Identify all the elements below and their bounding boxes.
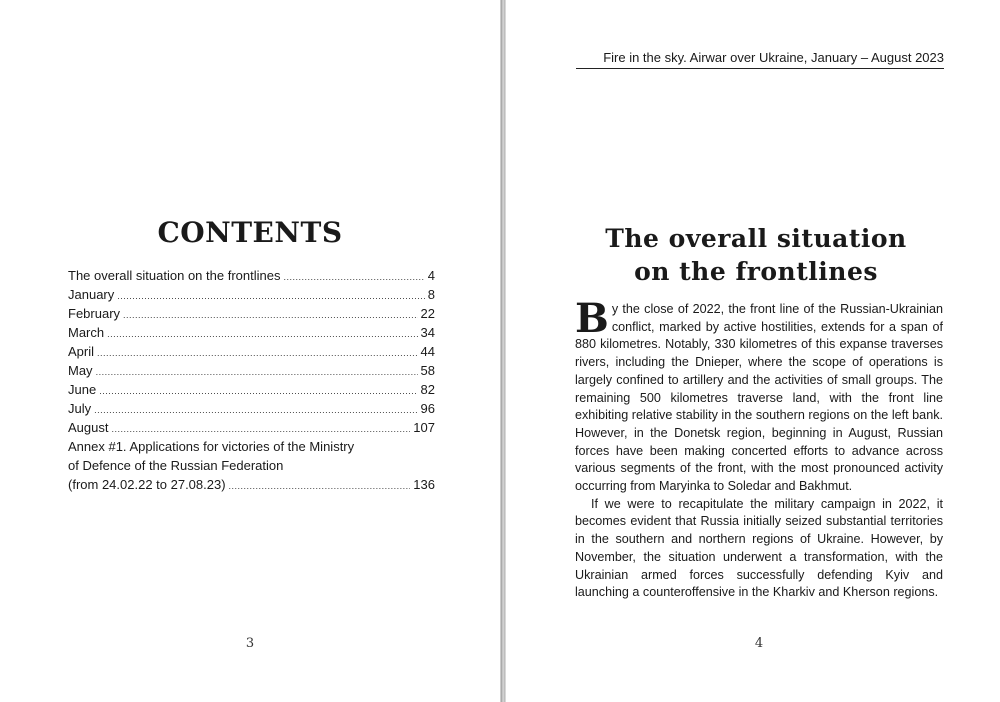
toc-leader-dots [99, 382, 417, 401]
toc-entry-label: February [68, 306, 121, 321]
toc-entry-page: 8 [427, 287, 435, 302]
toc-leader-dots [283, 268, 424, 287]
toc-annex-entry[interactable] [68, 475, 435, 494]
toc-entry[interactable] [68, 323, 435, 342]
page-number-left: 3 [245, 636, 255, 651]
toc-entry-label: April [68, 344, 95, 359]
toc-entry[interactable] [68, 285, 435, 304]
toc-annex-line3: (from 24.02.22 to 27.08.23) [68, 477, 226, 492]
toc-entry-page: 4 [427, 268, 435, 283]
toc-annex-line2[interactable]: of Defence of the Russian Federation [68, 458, 284, 473]
toc-entry-label: May [68, 363, 93, 378]
drop-cap: B [575, 295, 609, 342]
paragraph-1 [575, 295, 943, 496]
contents-title: CONTENTS [157, 216, 343, 249]
chapter-title-line1: The overall situation [605, 224, 907, 253]
toc-leader-dots [94, 401, 417, 420]
chapter-body [575, 295, 943, 602]
toc-entry-page: 96 [420, 401, 435, 416]
toc-entry-label: March [68, 325, 105, 340]
toc-entry-page: 82 [420, 382, 435, 397]
toc-entry-page: 44 [420, 344, 435, 359]
chapter-title [566, 222, 946, 288]
chapter-title-line2: on the frontlines [634, 257, 878, 286]
toc-entry-label: June [68, 382, 97, 397]
toc-annex-line1[interactable]: Annex #1. Applications for victories of the Ministry [68, 439, 355, 454]
toc-entry[interactable] [68, 266, 435, 285]
paragraph-2: If we were to recapitulate the military campaign in 2022, it becomes evident that Russia initially seized substantial territories in the southern and northern regions of Ukraine. However, by November, the situation underwent a transformation, with the Ukrainian armed forces successfully defending Kyiv and launching a counteroffensive in the Kharkiv and Kherson regions. [575, 496, 943, 600]
toc-leader-dots [117, 287, 425, 306]
paragraph-1-text: y the close of 2022, the front line of the Russian-Ukrainian conflict, marked by active hostilities, extends for a span of 880 kilometres. Notably, 330 kilometres of this expanse traverses rivers, including the Dnieper, where the scope of operations is largely confined to artillery and the activities of small groups. The remaining 500 kilometres traverse land, with the front line exhibiting relative stability in the southern regions on the left bank. However, in the Donetsk region, beginning in August, Russian forces have been making concerted efforts to advance across various segments of the front, with the most pronounced activity occurring from Maryinka to Soledar and Bakhmut. [575, 302, 943, 494]
toc-leader-dots [123, 306, 418, 325]
toc-entry[interactable] [68, 380, 435, 399]
right-page [506, 0, 1000, 702]
table-of-contents [68, 266, 435, 494]
toc-entry-label: January [68, 287, 115, 302]
toc-entry-page: 58 [420, 363, 435, 378]
toc-leader-dots [97, 344, 418, 363]
toc-leader-dots [229, 477, 411, 496]
toc-entry[interactable] [68, 399, 435, 418]
toc-entry-label: August [68, 420, 109, 435]
toc-entry[interactable] [68, 342, 435, 361]
toc-entry-page: 107 [413, 420, 435, 435]
toc-entry[interactable] [68, 418, 435, 437]
toc-entry-page: 34 [420, 325, 435, 340]
toc-entry-page: 22 [420, 306, 435, 321]
toc-leader-dots [96, 363, 418, 382]
toc-entry-label: July [68, 401, 92, 416]
toc-entry-label: The overall situation on the frontlines [68, 268, 281, 283]
toc-entry[interactable] [68, 361, 435, 380]
running-head: Fire in the sky. Airwar over Ukraine, January – August 2023 [576, 50, 944, 69]
toc-leader-dots [107, 325, 417, 344]
page-number-right: 4 [754, 636, 764, 651]
toc-annex-page: 136 [413, 477, 435, 492]
toc-entry[interactable] [68, 304, 435, 323]
